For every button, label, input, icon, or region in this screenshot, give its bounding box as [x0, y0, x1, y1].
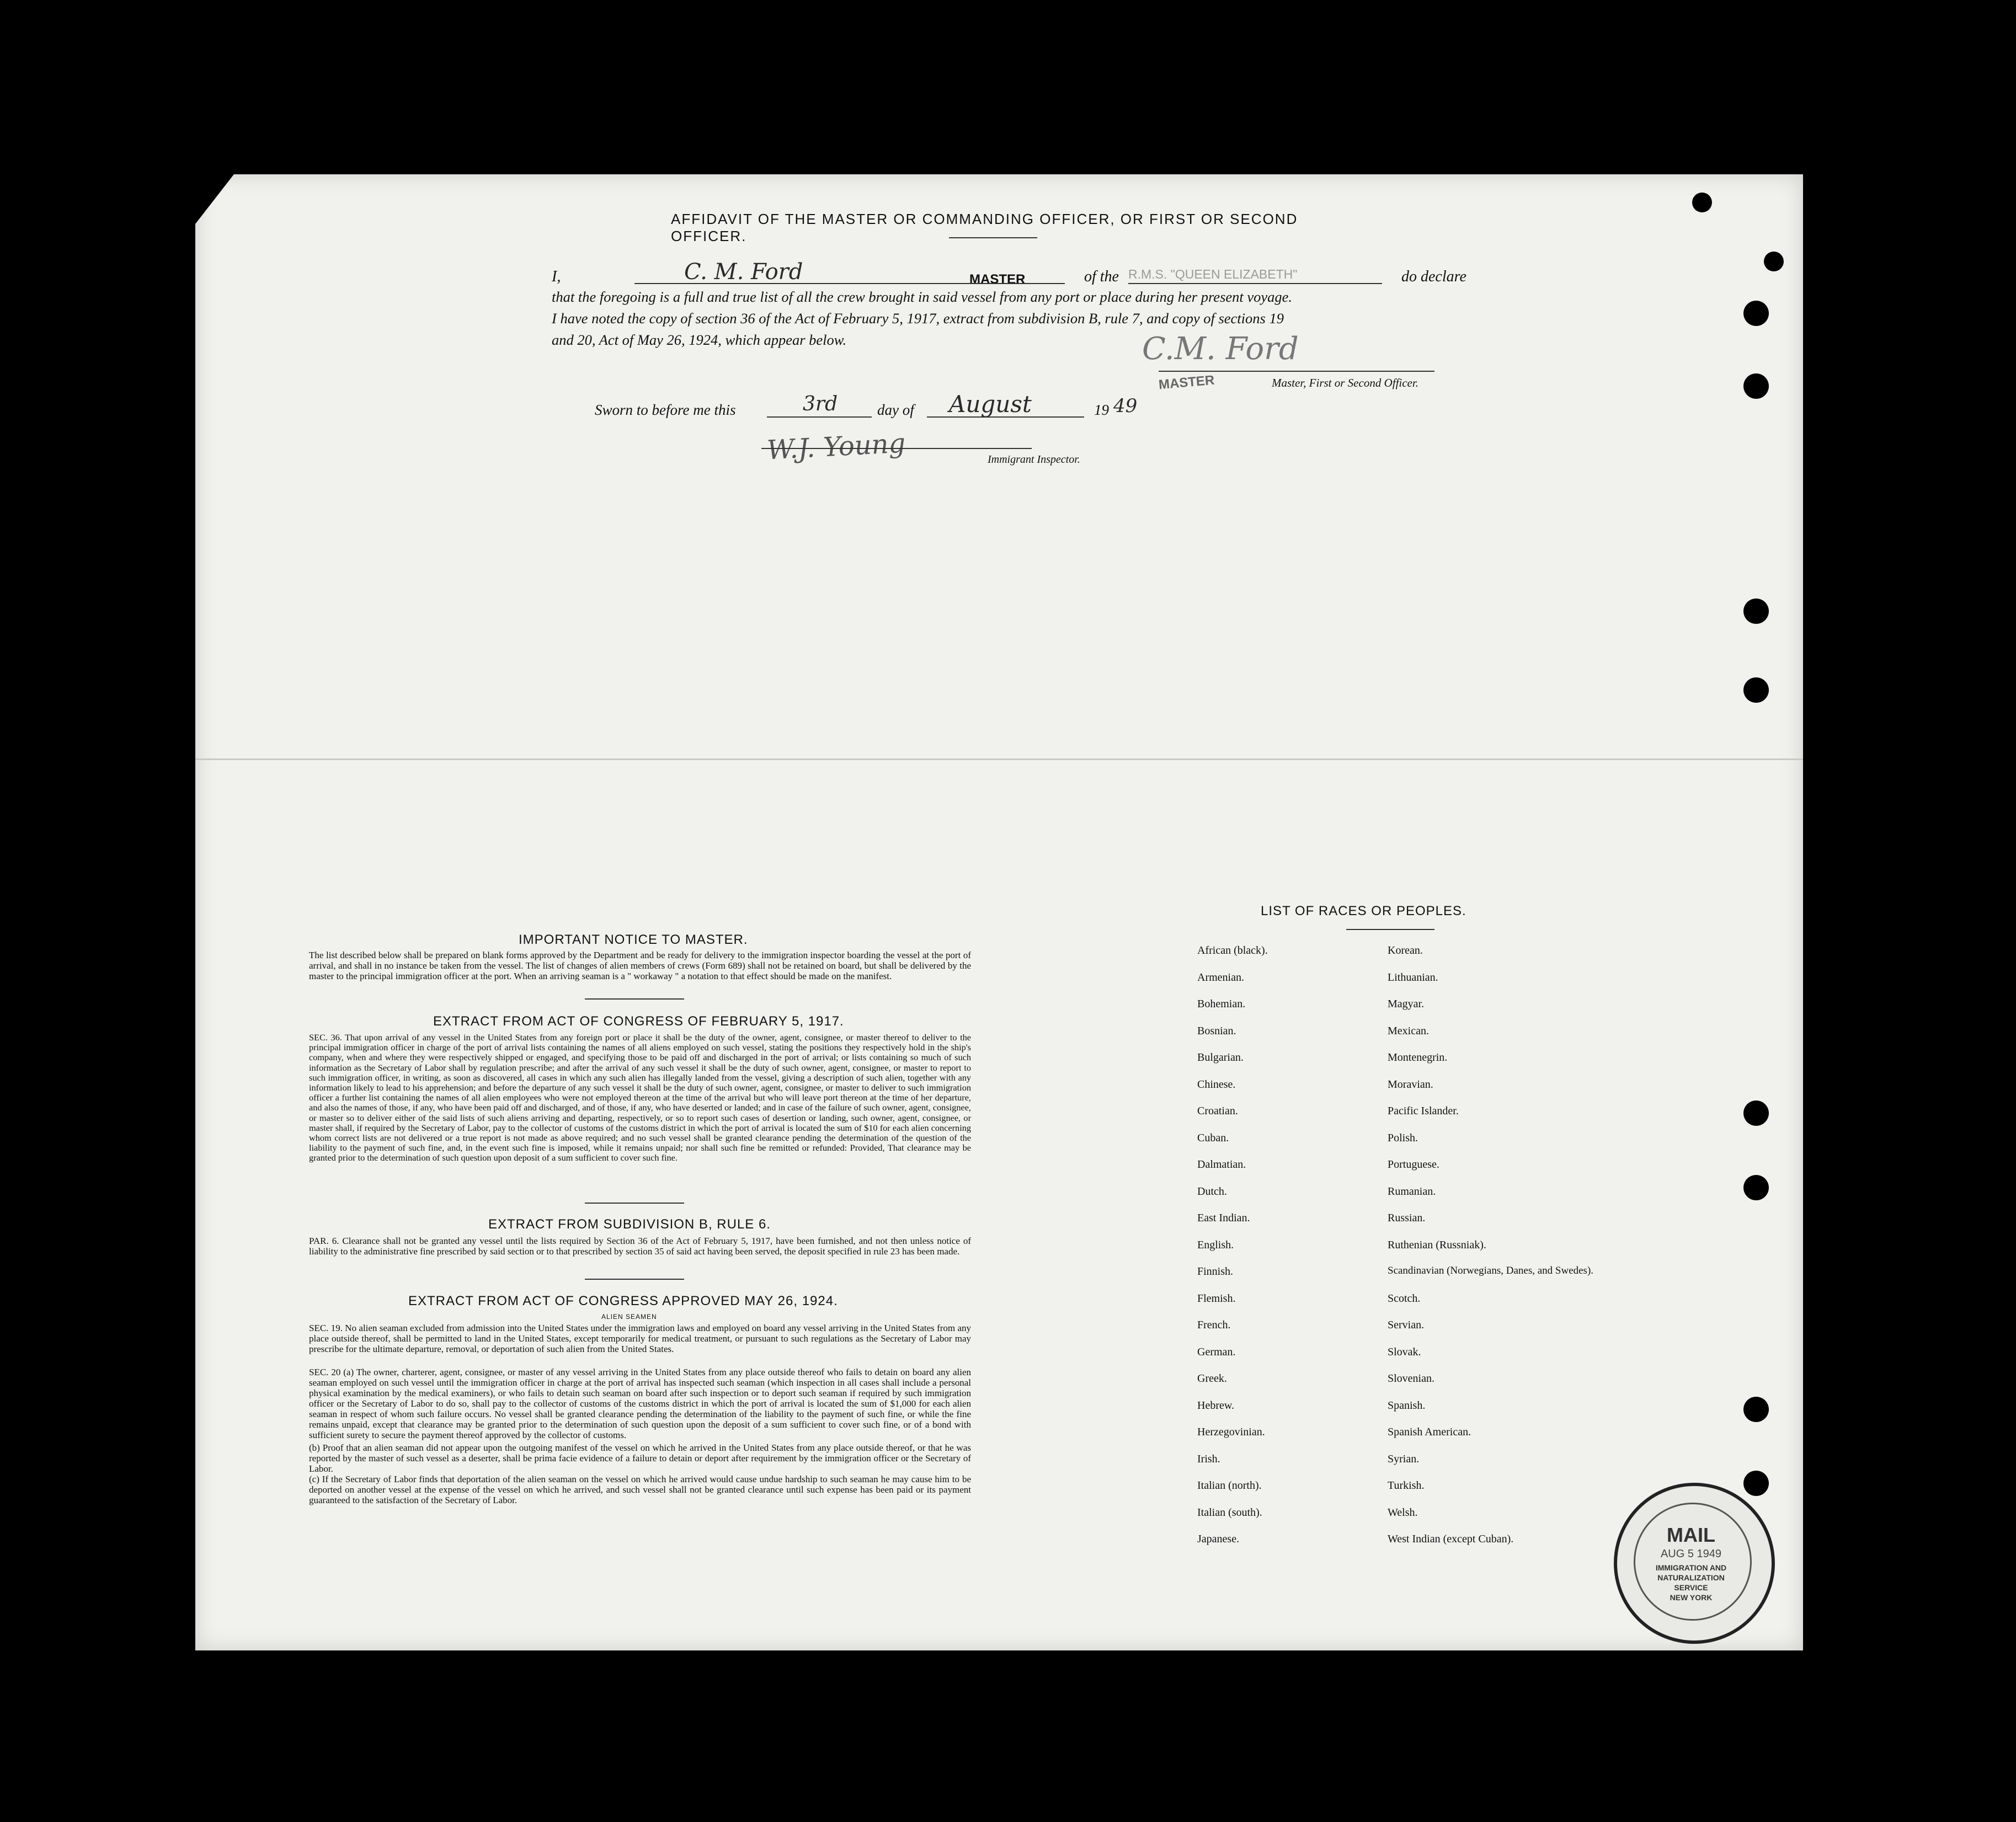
race-left: Bosnian.: [1197, 1024, 1236, 1037]
day-of-label: day of: [877, 402, 914, 418]
stamp-line4: NATURALIZATION: [1657, 1573, 1725, 1582]
race-right: West Indian (except Cuban).: [1388, 1533, 1514, 1545]
sworn-day: 3rd: [803, 393, 838, 415]
races-row: [1197, 1078, 1611, 1105]
mail-received-stamp: [1614, 1483, 1775, 1644]
race-left: Greek.: [1197, 1372, 1227, 1385]
race-right: Syrian.: [1388, 1452, 1420, 1465]
sworn-month-line: [927, 416, 1084, 418]
race-right: Ruthenian (Russniak).: [1388, 1238, 1486, 1251]
races-row: [1197, 971, 1611, 998]
vessel-name-line: [1128, 283, 1382, 284]
races-title: LIST OF RACES OR PEOPLES.: [1261, 904, 1466, 918]
extract-1924-sec20c: (c) If the Secretary of Labor finds that deportation of the alien seaman on the vessel on which he arrived would cause undue hardship to such seaman he may cause him to be deported on another vessel at the expense of the vessel on which he arrived, and such vessel shall not be granted clearance until such expense has been paid or its payment guaranteed to the satisfaction of the Secretary of Labor.: [309, 1474, 971, 1505]
punch-hole: [1743, 1175, 1769, 1200]
affidavit-body-line1: that the foregoing is a full and true list of all the crew brought in said vessel from any port or place during her present voyage.: [552, 288, 1293, 305]
race-right: Turkish.: [1388, 1479, 1425, 1492]
punch-hole: [1743, 1100, 1769, 1126]
race-left: Croatian.: [1197, 1105, 1238, 1117]
race-left: Herzegovinian.: [1197, 1426, 1265, 1438]
race-left: Dalmatian.: [1197, 1158, 1246, 1171]
race-right: Mexican.: [1388, 1024, 1429, 1037]
stamp-date: AUG 5 1949: [1660, 1548, 1722, 1560]
race-left: Flemish.: [1197, 1292, 1236, 1305]
races-row: [1197, 1132, 1611, 1159]
races-row: [1197, 1346, 1611, 1373]
race-left: Chinese.: [1197, 1078, 1236, 1091]
races-row: [1197, 1239, 1611, 1266]
races-row: [1197, 1185, 1611, 1212]
stamp-inner-ring: [1634, 1503, 1752, 1621]
race-right: Scotch.: [1388, 1292, 1421, 1305]
race-right: Welsh.: [1388, 1506, 1418, 1519]
race-left: English.: [1197, 1238, 1234, 1251]
race-left: Japanese.: [1197, 1533, 1240, 1545]
race-left: German.: [1197, 1345, 1236, 1358]
inspector-caption: Immigrant Inspector.: [988, 453, 1080, 466]
race-left: African (black).: [1197, 944, 1268, 957]
punch-hole: [1743, 1471, 1769, 1496]
punch-hole: [1764, 252, 1784, 271]
race-right: Korean.: [1388, 944, 1423, 957]
master-signature: C.M. Ford: [1142, 331, 1299, 367]
race-right: Lithuanian.: [1388, 971, 1438, 984]
sworn-day-line: [767, 416, 872, 418]
races-row: [1197, 1426, 1611, 1453]
extract-1924-sec20a: SEC. 20 (a) The owner, charterer, agent, consignee, or master of any vessel arriving in the United States from any place outside thereof who fails to detain on board any alien seaman employed on such vessel until the immigration officer in charge at the port of arrival has inspected such seaman (which inspection in all cases shall include a personal physical examination by the medical examiners), or who fails to detain such seaman on board after such inspection or to deport such seaman if required by such immigration officer or the Secretary of Labor to do so, shall pay to the collector of customs of the customs district in which the port of arrival is located the sum of $1,000 for each alien seaman in respect of whom such failure occurs. No vessel shall be granted clearance pending the determination of the liability to the payment of such fine, or while the fine remains unpaid, except that clearance may be granted prior to the determination of such question upon the deposit of a sum sufficient to cover such fine, or of a bond with sufficient surety to secure the payment thereof approved by the collector of customs.: [309, 1367, 971, 1440]
stamp-mail: MAIL: [1667, 1524, 1715, 1546]
stamp-line5: SERVICE: [1674, 1583, 1708, 1592]
race-left: Bohemian.: [1197, 998, 1246, 1010]
race-left: East Indian.: [1197, 1212, 1250, 1224]
races-row: [1197, 1158, 1611, 1185]
extract-1917-text: SEC. 36. That upon arrival of any vessel in the United States from any foreign port or place it shall be the duty of the owner, agent, consignee, or master thereof to deliver to the principal immigration officer in charge of the port of arrival lists containing the names of all aliens employed on such vessel, stating the positions they respectively hold in the ship's company, when and where they were respectively shipped or engaged, and specifying those to be paid off and discharged in the port of arrival; or lists containing so much of such information as the Secretary of Labor shall by regulation prescribe; and after the arrival of any such vessel it shall be the duty of such owner, agent, consignee, or master to report to such immigration officer, in writing, as soon as discovered, all cases in which any such alien has illegally landed from the vessel, giving a description of such alien, together with any information likely to lead to his apprehension; and before the departure of any such vessel it shall be the duty of such owner, agent, consignee, or master to deliver to such immigration officer a further list containing the names of all alien employees who were not employed thereon at the time of the arrival but who will leave port thereon at the time of her departure, and also the names of those, if any, who have been paid off and discharged, and of those, if any, who have deserted or landed; and in case of the failure of such owner, agent, consignee, or master so to deliver either of the said lists of such aliens arriving and departing, respectively, or so to report such cases of desertion or landing, such owner, agent, consignee, or master shall, if required by the Secretary of Labor, pay to the collector of customs of the customs district in which the port of arrival is located the sum of $10 for each alien concerning whom correct lists are not delivered or a true report is not made as above required; and no such vessel shall be granted clearance pending the determination of the question of the liability to the payment of such fine, and, in the event such fine is imposed, while it remains unpaid; nor shall such fine be remitted or refunded: Provided, That clearance may be granted prior to the determination of such question upon deposit of a sum sufficient to cover such fine.: [309, 1032, 971, 1163]
rule6-title: EXTRACT FROM SUBDIVISION B, RULE 6.: [488, 1217, 771, 1232]
punch-hole: [1692, 193, 1712, 212]
races-row: [1197, 1212, 1611, 1239]
stamp-line6: NEW YORK: [1670, 1593, 1713, 1602]
extract-1917-rule: [585, 1203, 684, 1204]
races-row: [1197, 1533, 1611, 1560]
races-row: [1197, 1025, 1611, 1052]
punch-hole: [1743, 373, 1769, 399]
master-name-line: [634, 283, 1065, 284]
of-the-label: of the: [1084, 268, 1119, 285]
race-left: Hebrew.: [1197, 1399, 1235, 1412]
punch-hole: [1743, 599, 1769, 624]
race-left: Irish.: [1197, 1452, 1220, 1465]
inspector-line: [761, 448, 1032, 449]
race-left: Cuban.: [1197, 1131, 1229, 1144]
extract-1924-sec20b: (b) Proof that an alien seaman did not appear upon the outgoing manifest of the vessel on which he arrived in the United States from any place outside thereof, or that he was reported by the master of such vessel as a deserter, shall be prima facie evidence of a failure to detain or deport after requirement by the immigration officer or the Secretary of Labor.: [309, 1442, 971, 1474]
punch-hole: [1743, 677, 1769, 703]
year-suffix: 49: [1113, 395, 1138, 417]
race-right: Moravian.: [1388, 1078, 1433, 1091]
race-right: Pacific Islander.: [1388, 1105, 1459, 1117]
race-left: Finnish.: [1197, 1265, 1234, 1278]
master-name: C. M. Ford: [684, 259, 803, 285]
extract-1917-title: EXTRACT FROM ACT OF CONGRESS OF FEBRUARY 5, 1917.: [433, 1014, 844, 1029]
races-row: [1197, 1479, 1611, 1506]
races-title-rule: [1346, 929, 1434, 930]
race-right: Rumanian.: [1388, 1185, 1436, 1198]
races-row: [1197, 1319, 1611, 1346]
extract-1924-subtitle: ALIEN SEAMEN: [601, 1313, 657, 1321]
notice-title: IMPORTANT NOTICE TO MASTER.: [519, 932, 748, 947]
stamp-line3: IMMIGRATION AND: [1655, 1563, 1727, 1572]
race-right: Slovak.: [1388, 1345, 1421, 1358]
do-declare-label: do declare: [1401, 268, 1466, 285]
master-label: MASTER: [969, 272, 1026, 287]
races-row: [1197, 1453, 1611, 1480]
races-row: [1197, 1051, 1611, 1078]
races-row: [1197, 998, 1611, 1025]
race-right: Slovenian.: [1388, 1372, 1434, 1385]
race-right: Spanish.: [1388, 1399, 1426, 1412]
affidavit-body-line2: I have noted the copy of section 36 of the Act of February 5, 1917, extract from subdivision B, rule 7, and copy of sections 19: [552, 310, 1284, 327]
year-prefix: 19: [1094, 402, 1109, 418]
notice-rule: [585, 998, 684, 1000]
affidavit-i-label: I,: [552, 268, 561, 285]
rule6-text: PAR. 6. Clearance shall not be granted any vessel until the lists required by Section 36 of the Act of February 5, 1917, have been furnished, and not then unless notice of liability to the administrative fine prescribed by said section or to that prescribed by section 35 of said act having been served, the deposit specified in rule 23 has been made.: [309, 1236, 971, 1257]
race-right: Spanish American.: [1388, 1426, 1471, 1438]
races-row: [1197, 944, 1611, 971]
race-left: Armenian.: [1197, 971, 1244, 984]
signature-caption: Master, First or Second Officer.: [1272, 376, 1418, 389]
fold-crease: [195, 758, 1803, 760]
title-underline: [949, 237, 1037, 238]
signature-line: [1159, 371, 1434, 372]
extract-1924-sec19: SEC. 19. No alien seaman excluded from admission into the United States under the immigration laws and employed on board any vessel arriving in the United States from any place outside thereof, shall be permitted to land in the United States, except temporarily for medical treatment, or pursuant to such regulations as the Secretary of Labor may prescribe for the ultimate departure, removal, or deportation of such alien from the United States.: [309, 1323, 971, 1354]
affidavit-body-line3: and 20, Act of May 26, 1924, which appear below.: [552, 332, 847, 348]
race-left: Italian (south).: [1197, 1506, 1262, 1519]
race-right: Russian.: [1388, 1212, 1426, 1224]
races-row: [1197, 1372, 1611, 1399]
races-table: [1197, 944, 1611, 1560]
races-row: [1197, 1506, 1611, 1534]
rule6-rule: [585, 1279, 684, 1280]
master-signature-stamp: MASTER: [1158, 372, 1215, 393]
race-right: Scandinavian (Norwegians, Danes, and Swedes).: [1388, 1265, 1594, 1276]
vessel-name: R.M.S. "QUEEN ELIZABETH": [1128, 267, 1298, 281]
race-right: Montenegrin.: [1388, 1051, 1448, 1064]
punch-hole: [1743, 1397, 1769, 1422]
punch-hole: [1743, 301, 1769, 326]
sworn-month: August: [949, 391, 1032, 418]
race-left: Bulgarian.: [1197, 1051, 1244, 1064]
races-list: [1197, 944, 1611, 1560]
affidavit-title: AFFIDAVIT OF THE MASTER OR COMMANDING OFFICER, OR FIRST OR SECOND OFFICER.: [671, 211, 1298, 244]
race-right: Servian.: [1388, 1319, 1425, 1331]
inspector-signature: W.J. Young: [766, 428, 906, 466]
page-corner-fold: [195, 174, 234, 224]
races-row: [1197, 1265, 1611, 1292]
race-right: Magyar.: [1388, 998, 1425, 1010]
extract-1924-title: EXTRACT FROM ACT OF CONGRESS APPROVED MAY 26, 1924.: [408, 1294, 838, 1308]
notice-text: The list described below shall be prepared on blank forms approved by the Department and be ready for delivery to the immigration inspector boarding the vessel at the port of arrival, and shall in no instance be taken from the vessel. The list of changes of alien members of crews (Form 689) shall not be retained on board, but shall be delivered by the master to the principal immigration officer at the port. When an arriving seaman is a " workaway " a notation to that effect should be made on the manifest.: [309, 950, 971, 981]
race-left: Italian (north).: [1197, 1479, 1262, 1492]
race-left: French.: [1197, 1319, 1231, 1331]
races-row: [1197, 1399, 1611, 1426]
sworn-label: Sworn to before me this: [595, 402, 736, 418]
races-row: [1197, 1105, 1611, 1132]
race-right: Polish.: [1388, 1131, 1418, 1144]
race-left: Dutch.: [1197, 1185, 1227, 1198]
race-right: Portuguese.: [1388, 1158, 1439, 1171]
races-row: [1197, 1292, 1611, 1319]
